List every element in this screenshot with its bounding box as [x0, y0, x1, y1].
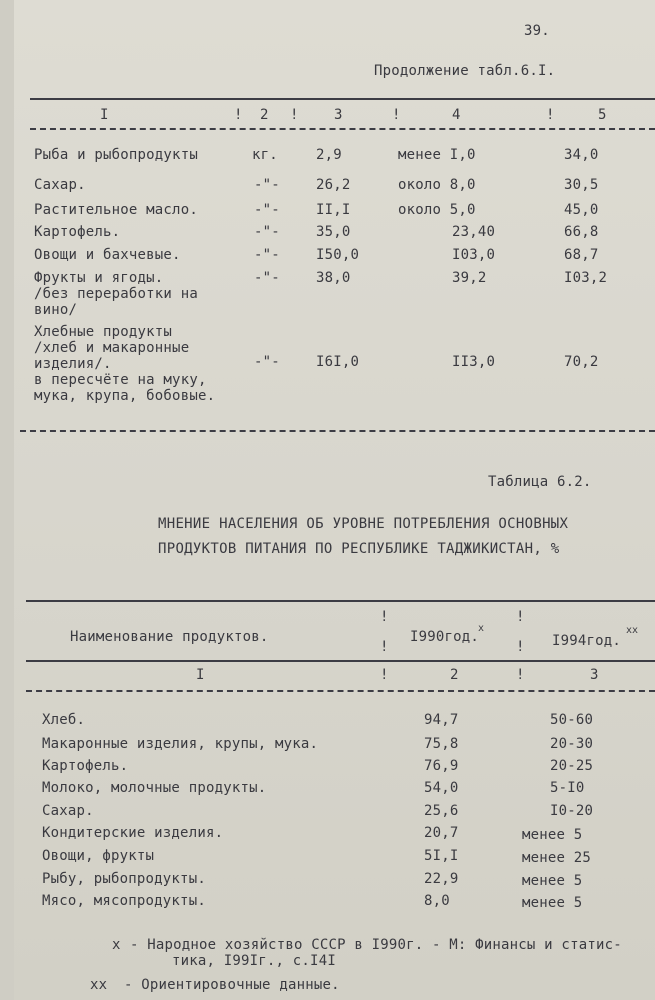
footnote-mark: хх — [90, 977, 108, 993]
row-1990: 75,8 — [424, 736, 459, 752]
row-col3: I50,0 — [316, 247, 360, 263]
table1-header-col1: I — [100, 107, 109, 123]
row-name: Хлеб. — [42, 712, 86, 728]
row-unit: кг. — [252, 147, 278, 163]
row-1994: 20-25 — [550, 758, 594, 774]
row-col3: 35,0 — [316, 224, 351, 240]
row-col5: 30,5 — [564, 177, 599, 193]
row-1994: 20-30 — [550, 736, 594, 752]
row-1990: 76,9 — [424, 758, 459, 774]
table2-title-line: ПРОДУКТОВ ПИТАНИЯ ПО РЕСПУБЛИКЕ ТАДЖИКИСТАН, % — [158, 541, 560, 557]
table1-header-col5: 5 — [598, 107, 607, 123]
row-name: Сахар. — [42, 803, 94, 819]
column-separator: ! — [380, 609, 389, 625]
table1-caption: Продолжение табл.6.I. — [374, 63, 556, 79]
footnote-mark: хх — [626, 625, 639, 636]
column-separator: ! — [516, 667, 525, 683]
row-name-line: /без переработки на — [34, 286, 198, 302]
row-col4: менее I,0 — [398, 147, 476, 163]
row-1990: 8,0 — [424, 893, 450, 909]
row-name-line: вино/ — [34, 302, 78, 318]
row-1994: менее 5 — [522, 873, 583, 889]
row-1994: менее 25 — [522, 850, 592, 866]
table1-header-col4: 4 — [452, 107, 461, 123]
row-name-line: изделия/. — [34, 356, 112, 372]
row-col5: I03,2 — [564, 270, 608, 286]
row-name-line: Хлебные продукты — [34, 324, 173, 340]
row-name: Овощи, фрукты — [42, 848, 155, 864]
row-name-line: Фрукты и ягоды. — [34, 270, 164, 286]
column-separator: ! — [234, 107, 243, 123]
footnote-text: тика, I99Iг., с.I4I — [172, 953, 336, 969]
column-separator: ! — [516, 609, 525, 625]
row-name-line: в пересчёте на муку, — [34, 372, 207, 388]
table1-header-col3: 3 — [334, 107, 343, 123]
row-name-line: /хлеб и макаронные — [34, 340, 190, 356]
table2-numbers-rule — [26, 690, 655, 692]
row-name-line: Рыба и рыбопродукты — [34, 147, 198, 163]
row-unit: -"- — [254, 177, 280, 193]
row-name: Картофель. — [42, 758, 129, 774]
row-1990: 20,7 — [424, 825, 459, 841]
footnote-mark: х — [112, 937, 121, 953]
row-col4: I03,0 — [452, 247, 496, 263]
row-unit: -"- — [254, 202, 280, 218]
row-1990: 5I,I — [424, 848, 459, 864]
row-1990: 54,0 — [424, 780, 459, 796]
row-name: Мясо, мясопродукты. — [42, 893, 206, 909]
table1-header-col2: 2 — [260, 107, 269, 123]
col-number: 3 — [590, 667, 599, 683]
column-separator: ! — [290, 107, 299, 123]
row-name-line: Картофель. — [34, 224, 121, 240]
row-col4: около 5,0 — [398, 202, 476, 218]
row-name: Молоко, молочные продукты. — [42, 780, 267, 796]
row-unit: -"- — [254, 247, 280, 263]
column-separator: ! — [392, 107, 401, 123]
row-col4: II3,0 — [452, 354, 496, 370]
row-1994: I0-20 — [550, 803, 594, 819]
table2-top-rule — [26, 600, 655, 602]
row-unit: -"- — [254, 270, 280, 286]
table2-header-rule — [26, 660, 655, 662]
column-separator: ! — [546, 107, 555, 123]
row-name-line: Сахар. — [34, 177, 86, 193]
row-col5: 70,2 — [564, 354, 599, 370]
row-name-line: мука, крупа, бобовые. — [34, 388, 216, 404]
row-col3: 38,0 — [316, 270, 351, 286]
footnote-text: - Ориентировочные данные. — [124, 977, 340, 993]
row-1994: 50-60 — [550, 712, 594, 728]
row-name: Кондитерские изделия. — [42, 825, 224, 841]
row-1994: 5-I0 — [550, 780, 585, 796]
row-col3: I6I,0 — [316, 354, 360, 370]
footnote-text: - Народное хозяйство СССР в I990г. - М: Финансы и статис- — [130, 937, 622, 953]
table1-header-rule — [30, 128, 655, 130]
col-number: I — [196, 667, 205, 683]
row-1990: 94,7 — [424, 712, 459, 728]
footnote-mark: х — [478, 623, 485, 634]
column-separator: ! — [516, 639, 525, 655]
row-name-line: Овощи и бахчевые. — [34, 247, 181, 263]
table2-header-1994: I994год. — [552, 633, 622, 649]
row-col5: 45,0 — [564, 202, 599, 218]
row-1990: 22,9 — [424, 871, 459, 887]
row-name: Макаронные изделия, крупы, мука. — [42, 736, 319, 752]
row-1990: 25,6 — [424, 803, 459, 819]
page-number: 39. — [524, 23, 550, 39]
table2-header-name: Наименование продуктов. — [70, 629, 269, 645]
table1-bottom-rule — [20, 430, 655, 432]
row-col4: 23,40 — [452, 224, 496, 240]
column-separator: ! — [380, 639, 389, 655]
table2-header-1990: I990год. — [410, 629, 480, 645]
row-col3: II,I — [316, 202, 351, 218]
row-1994: менее 5 — [522, 895, 583, 911]
row-col3: 26,2 — [316, 177, 351, 193]
table2-label: Таблица 6.2. — [488, 474, 592, 490]
row-col5: 68,7 — [564, 247, 599, 263]
col-number: 2 — [450, 667, 459, 683]
row-col5: 34,0 — [564, 147, 599, 163]
row-col4: 39,2 — [452, 270, 487, 286]
row-1994: менее 5 — [522, 827, 583, 843]
binding-gutter — [0, 0, 14, 1000]
row-name: Рыбу, рыбопродукты. — [42, 871, 206, 887]
row-col3: 2,9 — [316, 147, 342, 163]
table2-title-line: МНЕНИЕ НАСЕЛЕНИЯ ОБ УРОВНЕ ПОТРЕБЛЕНИЯ ОСНОВНЫХ — [158, 516, 569, 532]
row-col4: около 8,0 — [398, 177, 476, 193]
row-unit: -"- — [254, 224, 280, 240]
row-col5: 66,8 — [564, 224, 599, 240]
column-separator: ! — [380, 667, 389, 683]
row-name-line: Растительное масло. — [34, 202, 198, 218]
row-unit: -"- — [254, 354, 280, 370]
table1-top-rule — [30, 98, 655, 100]
